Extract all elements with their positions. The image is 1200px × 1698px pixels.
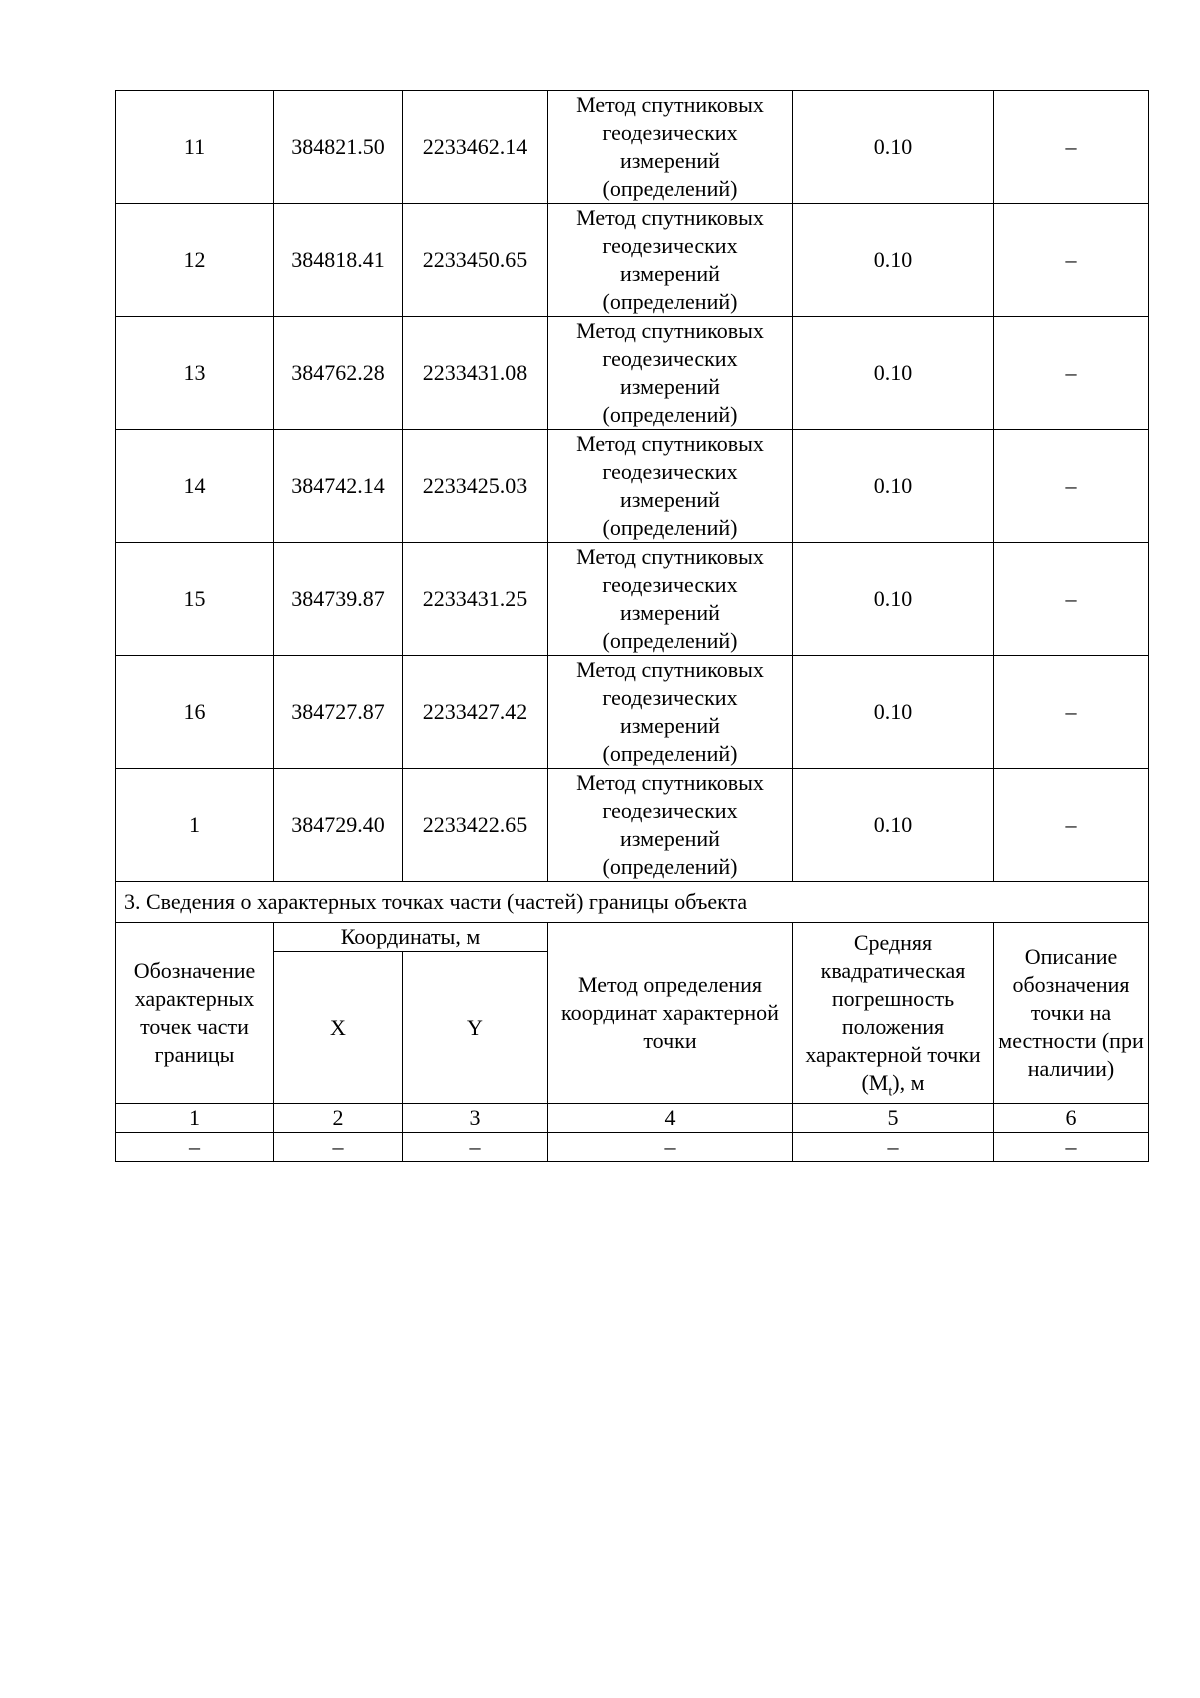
table-row (116, 204, 1149, 317)
section-3-title-row (116, 882, 1149, 923)
header-y: Y (403, 952, 548, 1104)
point-number-cell: 12 (116, 204, 274, 317)
method-cell: Метод спутниковых геодезических измерений (определений) (548, 769, 793, 882)
header-accuracy-text: Средняя квадратическая погрешность положения характерной точки (M (805, 930, 981, 1095)
coord-x-cell: 384762.28 (274, 317, 403, 430)
empty-data-row (116, 1133, 1149, 1162)
coord-y-cell: 2233422.65 (403, 769, 548, 882)
point-number-cell: 15 (116, 543, 274, 656)
point-number-cell: 1 (116, 769, 274, 882)
table-row (116, 430, 1149, 543)
accuracy-cell: 0.10 (793, 543, 994, 656)
description-cell: – (994, 91, 1149, 204)
coord-y-cell: 2233431.08 (403, 317, 548, 430)
accuracy-cell: 0.10 (793, 769, 994, 882)
method-cell: Метод спутниковых геодезических измерений (определений) (548, 543, 793, 656)
coord-y-cell: 2233431.25 (403, 543, 548, 656)
accuracy-cell: 0.10 (793, 91, 994, 204)
coord-x-cell: 384742.14 (274, 430, 403, 543)
method-cell: Метод спутниковых геодезических измерений (определений) (548, 317, 793, 430)
table-row (116, 769, 1149, 882)
section-3-body (116, 882, 1149, 1162)
coord-y-cell: 2233462.14 (403, 91, 548, 204)
method-cell: Метод спутниковых геодезических измерений (определений) (548, 204, 793, 317)
empty-cell: – (403, 1133, 548, 1162)
description-cell: – (994, 204, 1149, 317)
method-cell: Метод спутниковых геодезических измерений (определений) (548, 430, 793, 543)
point-number-cell: 14 (116, 430, 274, 543)
table-row (116, 91, 1149, 204)
header-point-designation: Обозначение характерных точек части границы (116, 923, 274, 1104)
empty-cell: – (274, 1133, 403, 1162)
table-row (116, 317, 1149, 430)
point-number-cell: 11 (116, 91, 274, 204)
coord-x-cell: 384739.87 (274, 543, 403, 656)
header-row-1 (116, 923, 1149, 952)
column-number: 5 (793, 1104, 994, 1133)
accuracy-cell: 0.10 (793, 430, 994, 543)
coord-y-cell: 2233450.65 (403, 204, 548, 317)
table-row (116, 543, 1149, 656)
header-description: Описание обозначения точки на местности (при наличии) (994, 923, 1149, 1104)
method-cell: Метод спутниковых геодезических измерений (определений) (548, 656, 793, 769)
method-cell: Метод спутниковых геодезических измерений (определений) (548, 91, 793, 204)
column-number: 1 (116, 1104, 274, 1133)
header-accuracy-subscript: t (888, 1084, 893, 1100)
empty-cell: – (793, 1133, 994, 1162)
description-cell: – (994, 769, 1149, 882)
description-cell: – (994, 656, 1149, 769)
column-number: 6 (994, 1104, 1149, 1133)
header-coordinates: Координаты, м (274, 923, 548, 952)
empty-cell: – (548, 1133, 793, 1162)
description-cell: – (994, 430, 1149, 543)
column-numbers-row (116, 1104, 1149, 1133)
accuracy-cell: 0.10 (793, 317, 994, 430)
header-accuracy (793, 923, 994, 1104)
description-cell: – (994, 317, 1149, 430)
empty-cell: – (116, 1133, 274, 1162)
column-number: 3 (403, 1104, 548, 1133)
empty-cell: – (994, 1133, 1149, 1162)
coord-x-cell: 384818.41 (274, 204, 403, 317)
point-number-cell: 16 (116, 656, 274, 769)
coord-y-cell: 2233425.03 (403, 430, 548, 543)
points-table-body (116, 91, 1149, 882)
description-cell: – (994, 543, 1149, 656)
coord-x-cell: 384729.40 (274, 769, 403, 882)
header-x: X (274, 952, 403, 1104)
boundary-points-table (115, 90, 1149, 1162)
coord-x-cell: 384821.50 (274, 91, 403, 204)
section-3-title: 3. Сведения о характерных точках части (частей) границы объекта (116, 882, 1149, 923)
header-method: Метод определения координат характерной точки (548, 923, 793, 1104)
header-accuracy-unit: ), м (892, 1070, 925, 1095)
table-row (116, 656, 1149, 769)
coord-x-cell: 384727.87 (274, 656, 403, 769)
accuracy-cell: 0.10 (793, 204, 994, 317)
column-number: 4 (548, 1104, 793, 1133)
column-number: 2 (274, 1104, 403, 1133)
coord-y-cell: 2233427.42 (403, 656, 548, 769)
point-number-cell: 13 (116, 317, 274, 430)
accuracy-cell: 0.10 (793, 656, 994, 769)
